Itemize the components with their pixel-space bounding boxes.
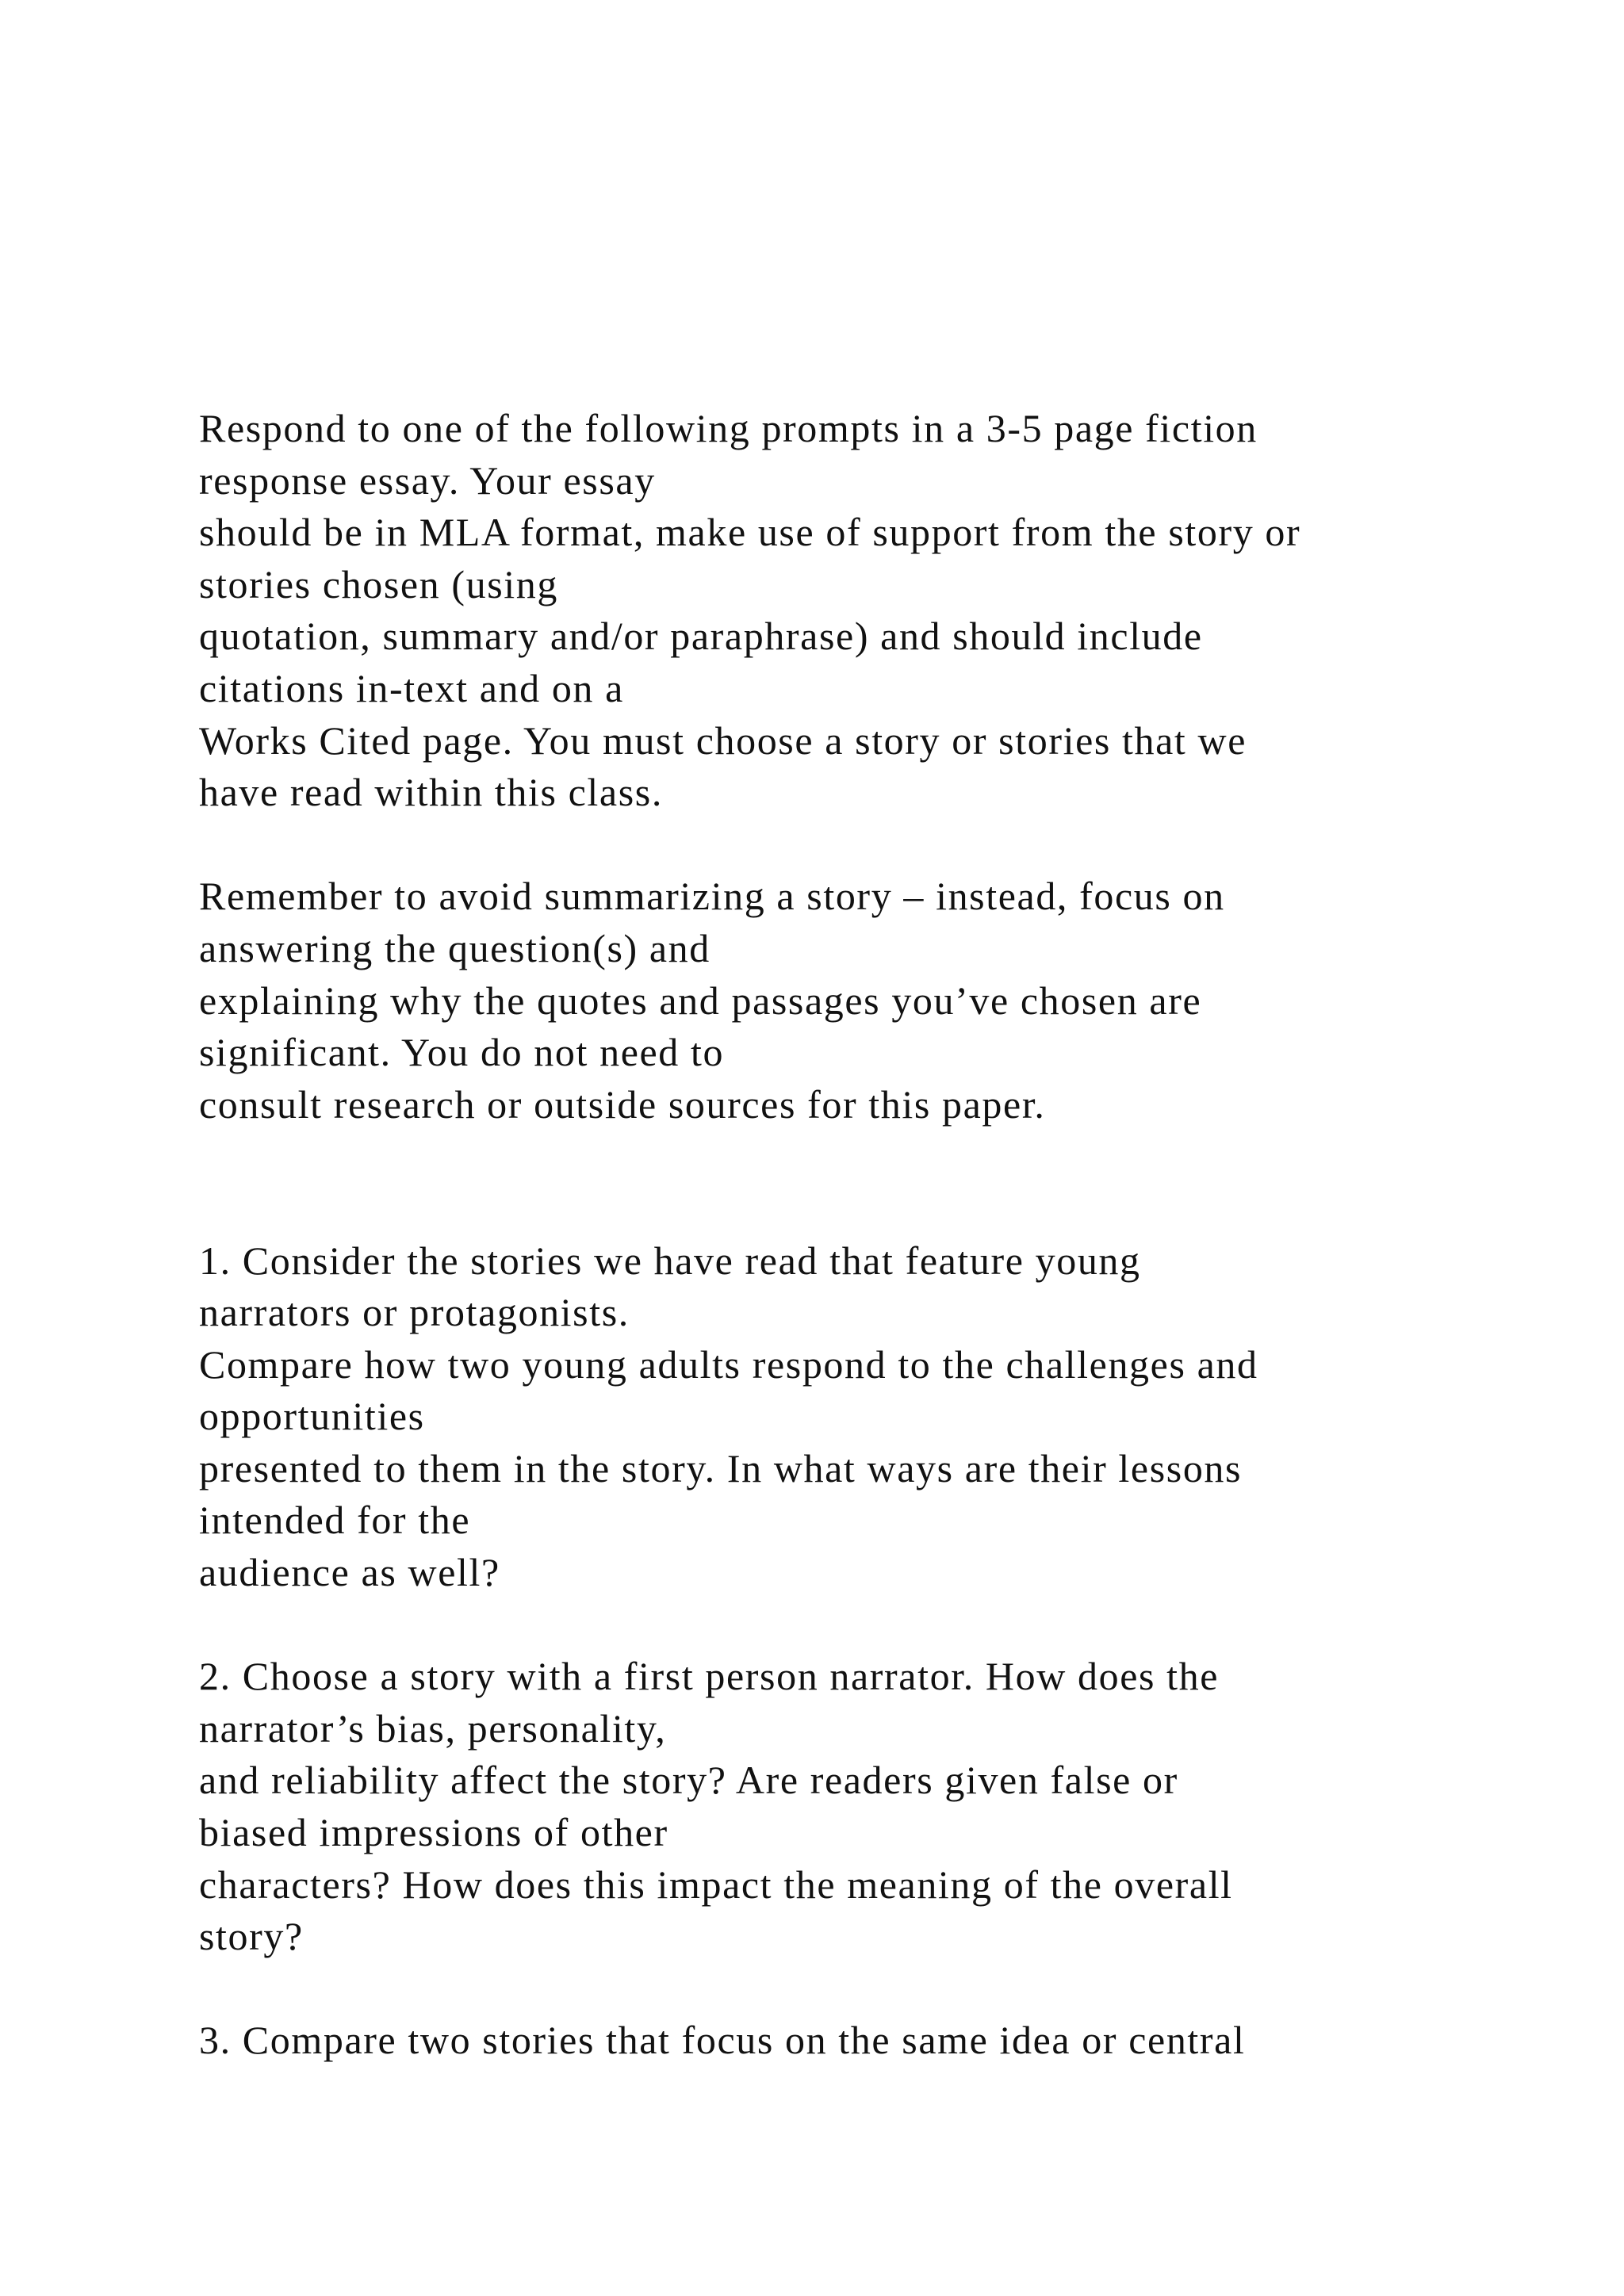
text-line: stories chosen (using [199, 561, 558, 607]
text-line: 2. Choose a story with a first person narrator. How does the [199, 1654, 1220, 1699]
text-line: explaining why the quotes and passages you’ve chosen are [199, 978, 1202, 1023]
text-line: have read within this class. [199, 770, 663, 815]
text-line: Compare how two young adults respond to the challenges and [199, 1341, 1258, 1387]
text-line: quotation, summary and/or paraphrase) and should include [199, 614, 1203, 659]
text-line: Works Cited page. You must choose a story or stories that we [199, 718, 1247, 763]
text-line: consult research or outside sources for this paper. [199, 1081, 1046, 1127]
text-line: significant. You do not need to [199, 1030, 725, 1075]
prompt-2-paragraph [199, 1651, 1595, 1963]
text-line: narrators or protagonists. [199, 1290, 630, 1335]
prompt-1-paragraph [199, 1235, 1595, 1599]
paragraph-spacer [199, 1131, 1595, 1234]
text-line: 3. Compare two stories that focus on the same idea or central [199, 2018, 1246, 2063]
text-line: Remember to avoid summarizing a story – instead, focus on [199, 874, 1225, 919]
text-line: citations in-text and on a [199, 665, 624, 710]
text-line: narrator’s bias, personality, [199, 1705, 667, 1751]
text-line: story? [199, 1914, 304, 1959]
text-line: audience as well? [199, 1550, 500, 1595]
text-line: 1. Consider the stories we have read that feature young [199, 1238, 1141, 1283]
text-line: answering the question(s) and [199, 925, 710, 970]
text-line: opportunities [199, 1394, 425, 1439]
document-body [199, 403, 1595, 2067]
text-line: Respond to one of the following prompts in a 3-5 page fiction [199, 406, 1258, 450]
intro-paragraph [199, 403, 1595, 819]
paragraph-spacer [199, 819, 1595, 871]
text-line: and reliability affect the story? Are readers given false or [199, 1758, 1178, 1803]
text-line: biased impressions of other [199, 1810, 668, 1855]
reminder-paragraph [199, 871, 1595, 1131]
paragraph-spacer [199, 1963, 1595, 2015]
text-line: presented to them in the story. In what ways are their lessons [199, 1445, 1243, 1490]
prompt-3-paragraph [199, 2015, 1595, 2067]
text-line: intended for the [199, 1498, 471, 1543]
text-line: should be in MLA format, make use of support from the story or [199, 510, 1301, 555]
text-line: response essay. Your essay [199, 457, 656, 503]
text-line: characters? How does this impact the meaning of the overall [199, 1862, 1233, 1907]
paragraph-spacer [199, 1599, 1595, 1651]
